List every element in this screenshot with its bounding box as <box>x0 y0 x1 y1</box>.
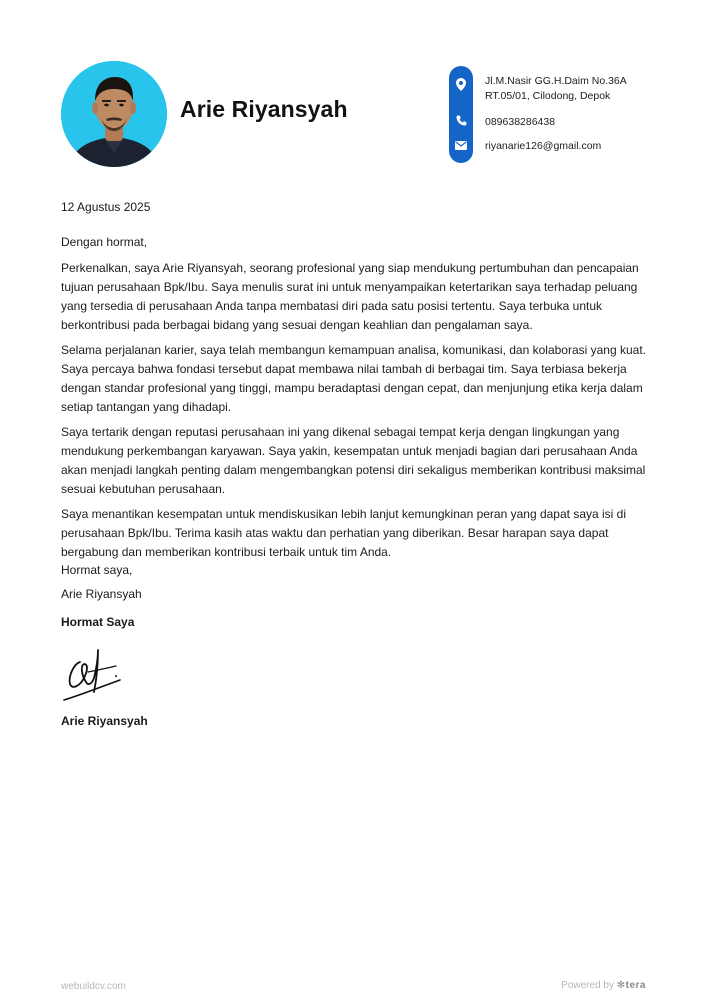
paragraph-3: Saya tertarik dengan reputasi perusahaan ini yang dikenal sebagai tempat kerja dengan lingkungan yang mendukung perkembangan karyawan. Saya yakin, kesempatan untuk menjadi bagian dari perusahaan Anda akan menjadi langkah penting dalam mengembangkan potensi diri sekaligus memberikan kontribusi maksimal sesuai kebutuhan perusahaan. <box>61 425 646 496</box>
letter-date: 12 Agustus 2025 <box>61 200 151 214</box>
paragraph-2: Selama perjalanan karier, saya telah membangun kemampuan analisa, komunikasi, dan kolaborasi yang kuat. Saya percaya bahwa fondasi tersebut dapat membawa nilai tambah di berbagai tim. Saya terbiasa bekerja dengan standar profesional yang tinggi, mampu beradaptasi dengan cepat, dan menjunjung etika kerja dalam setiap tantangan yang dihadapi. <box>61 343 647 414</box>
footer-powered-by <box>561 980 646 991</box>
avatar <box>61 61 167 167</box>
avatar-photo <box>61 61 167 167</box>
email-icon <box>449 137 473 153</box>
signoff-label: Hormat Saya <box>61 615 135 629</box>
contact-icon-bar <box>449 66 473 163</box>
contact-phone: 089638286438 <box>485 116 556 128</box>
contact-email: riyanarie126@gmail.com <box>485 140 602 152</box>
candidate-name: Arie Riyansyah <box>180 96 348 122</box>
closing: Hormat saya, <box>61 563 133 577</box>
location-pin-icon <box>449 76 473 92</box>
paragraph-4: Saya menantikan kesempatan untuk mendiskusikan lebih lanjut kemungkinan peran yang dapat saya isi di perusahaan Bpk/Ibu. Terima kasih atas waktu dan perhatian yang diberikan. Besar harapan saya dapat bergabung dan memberikan kontribusi terbaik untuk tim Anda. <box>61 507 627 559</box>
phone-icon <box>449 112 473 128</box>
letter-body <box>61 259 651 568</box>
closing-name: Arie Riyansyah <box>61 587 142 601</box>
contact-address <box>485 74 627 104</box>
footer-site[interactable]: webuildcv.com <box>61 981 126 992</box>
salutation: Dengan hormat, <box>61 235 148 249</box>
powered-by-label: Powered by <box>561 980 614 991</box>
address-line-2: RT.05/01, Cilodong, Depok <box>485 90 611 102</box>
brand-logo: ✻tera <box>616 980 646 991</box>
paragraph-1: Perkenalkan, saya Arie Riyansyah, seorang profesional yang siap mendukung pertumbuhan dan pencapaian tujuan perusahaan Bpk/Ibu. Saya menulis surat ini untuk menyampaikan ketertarikan saya terhadap peluang yang tersedia di perusahaan Anda tanpa membatasi diri pada satu posisi tertentu. Saya terbuka untuk berkontribusi pada berbagai bidang yang sesuai dengan keahlian dan pengalaman saya. <box>61 261 639 332</box>
address-line-1: Jl.M.Nasir GG.H.Daim No.36A <box>485 75 627 87</box>
signature-image <box>58 642 130 706</box>
signature-name: Arie Riyansyah <box>61 714 148 728</box>
